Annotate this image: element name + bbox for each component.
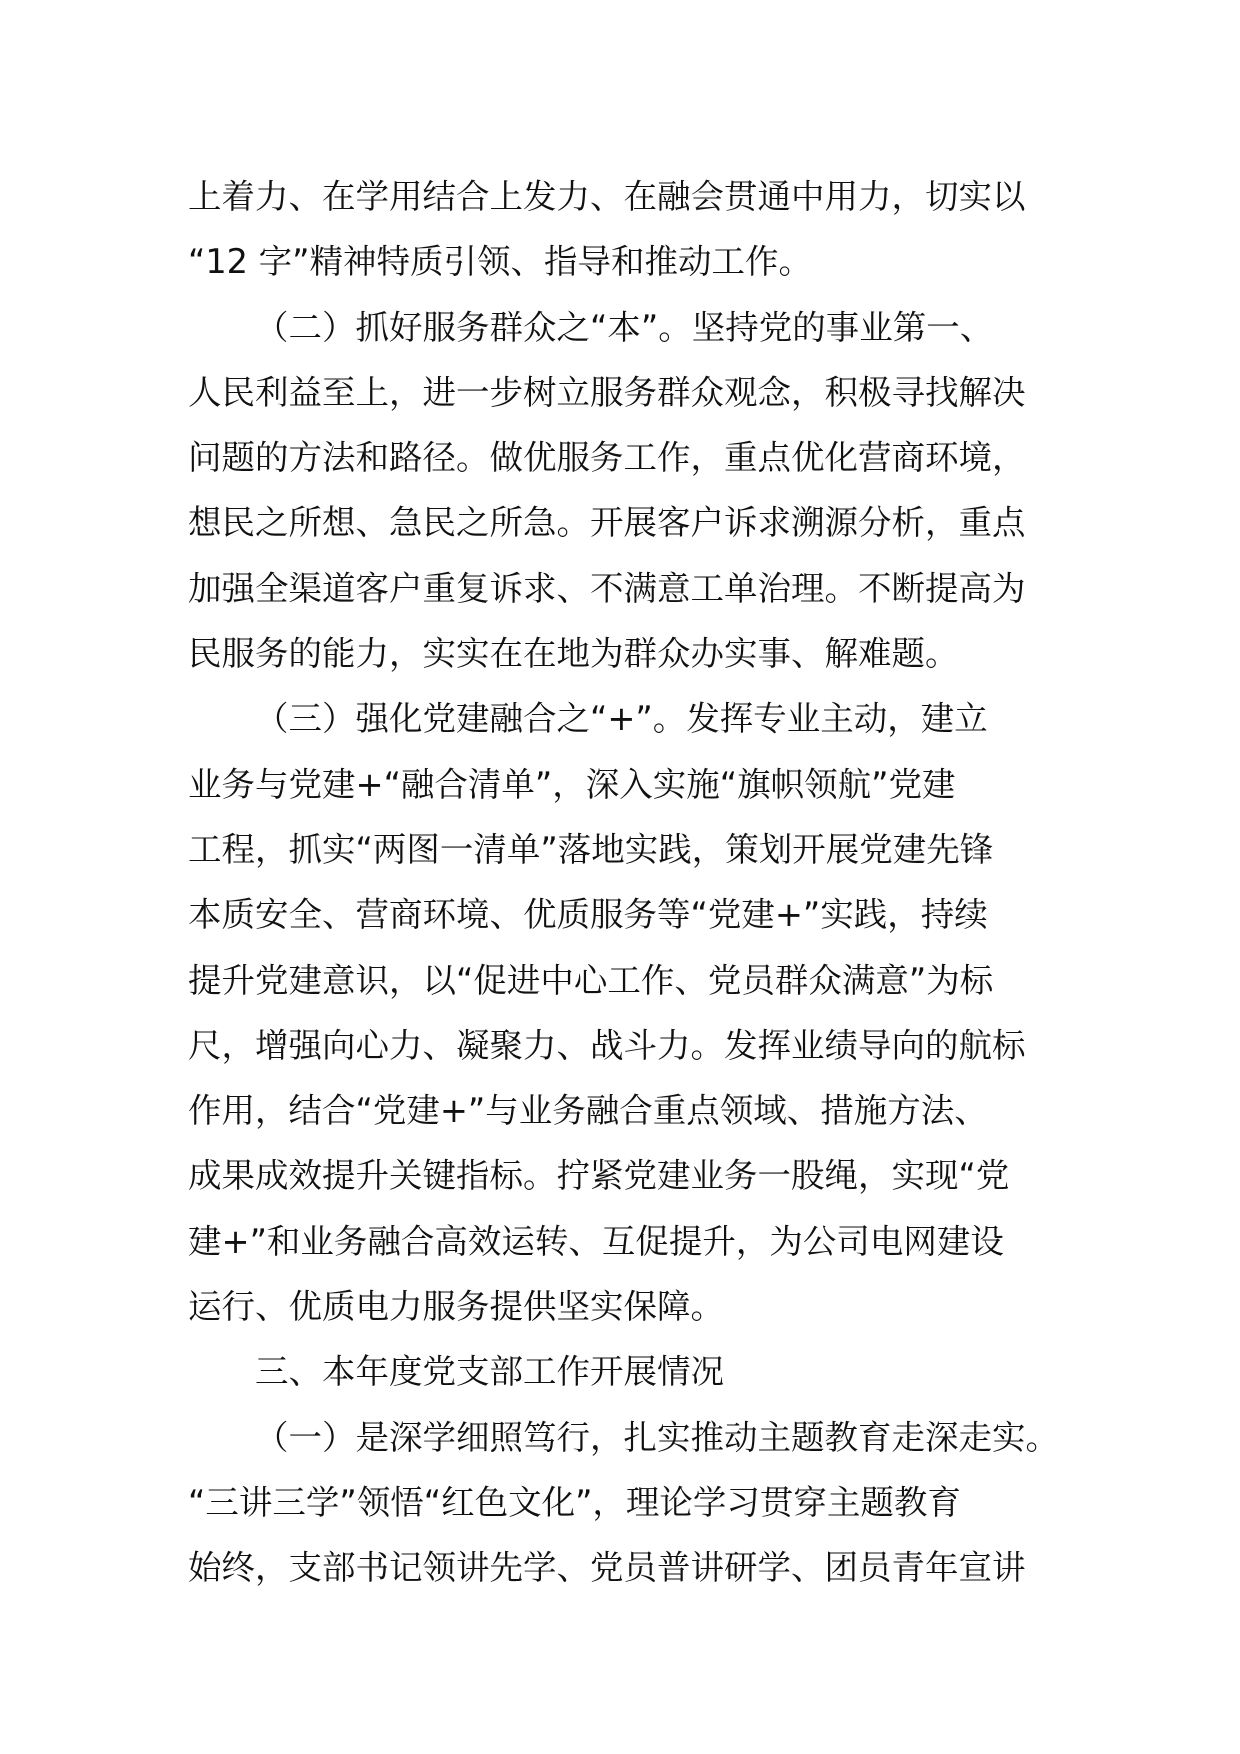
body-line: 工程，抓实“两图一清单”落地实践，策划开展党建先锋: [188, 829, 994, 869]
body-line: 提升党建意识，以“促进中心工作、党员群众满意”为标: [188, 960, 994, 1000]
body-line: 人民利益至上，进一步树立服务群众观念，积极寻找解决: [188, 372, 1026, 412]
body-line: “三讲三学”领悟“红色文化”，理论学习贯穿主题教育: [188, 1482, 961, 1522]
body-line: 上着力、在学用结合上发力、在融会贯通中用力，切实以: [188, 177, 1026, 216]
body-line: 加强全渠道客户重复诉求、不满意工单治理。不断提高为: [188, 568, 1026, 608]
body-line: 成果成效提升关键指标。拧紧党建业务一股绳，实现“党: [188, 1156, 1010, 1196]
section-heading-3: （三）强化党建融合之“+”。发挥专业主动，建立: [255, 699, 988, 739]
body-line: 运行、优质电力服务提供坚实保障。: [188, 1287, 724, 1327]
chapter-heading: 三、本年度党支部工作开展情况: [255, 1352, 724, 1392]
document-body: [188, 164, 1058, 1601]
body-line: “12 字”精神特质引领、指导和推动工作。: [188, 242, 812, 282]
body-line: 问题的方法和路径。做优服务工作，重点优化营商环境，: [188, 438, 1026, 478]
body-line: 尺，增强向心力、凝聚力、战斗力。发挥业绩导向的航标: [188, 1025, 1026, 1065]
body-line: 始终，支部书记领讲先学、党员普讲研学、团员青年宣讲: [188, 1548, 1026, 1588]
body-line: 作用，结合“党建+”与业务融合重点领域、措施方法、: [188, 1091, 988, 1131]
body-line: 建+”和业务融合高效运转、互促提升，为公司电网建设: [188, 1221, 1004, 1261]
section-heading-1: （一）是深学细照笃行，扎实推动主题教育走深走实。: [255, 1417, 1059, 1457]
section-heading-2: （二）抓好服务群众之“本”。坚持党的事业第一、: [255, 307, 994, 347]
body-line: 想民之所想、急民之所急。开展客户诉求溯源分析，重点: [188, 503, 1026, 543]
body-line: 民服务的能力，实实在在地为群众办实事、解难题。: [188, 634, 959, 674]
body-line: 本质安全、营商环境、优质服务等“党建+”实践，持续: [188, 895, 988, 935]
body-line: 业务与党建+“融合清单”，深入实施“旗帜领航”党建: [188, 764, 956, 804]
